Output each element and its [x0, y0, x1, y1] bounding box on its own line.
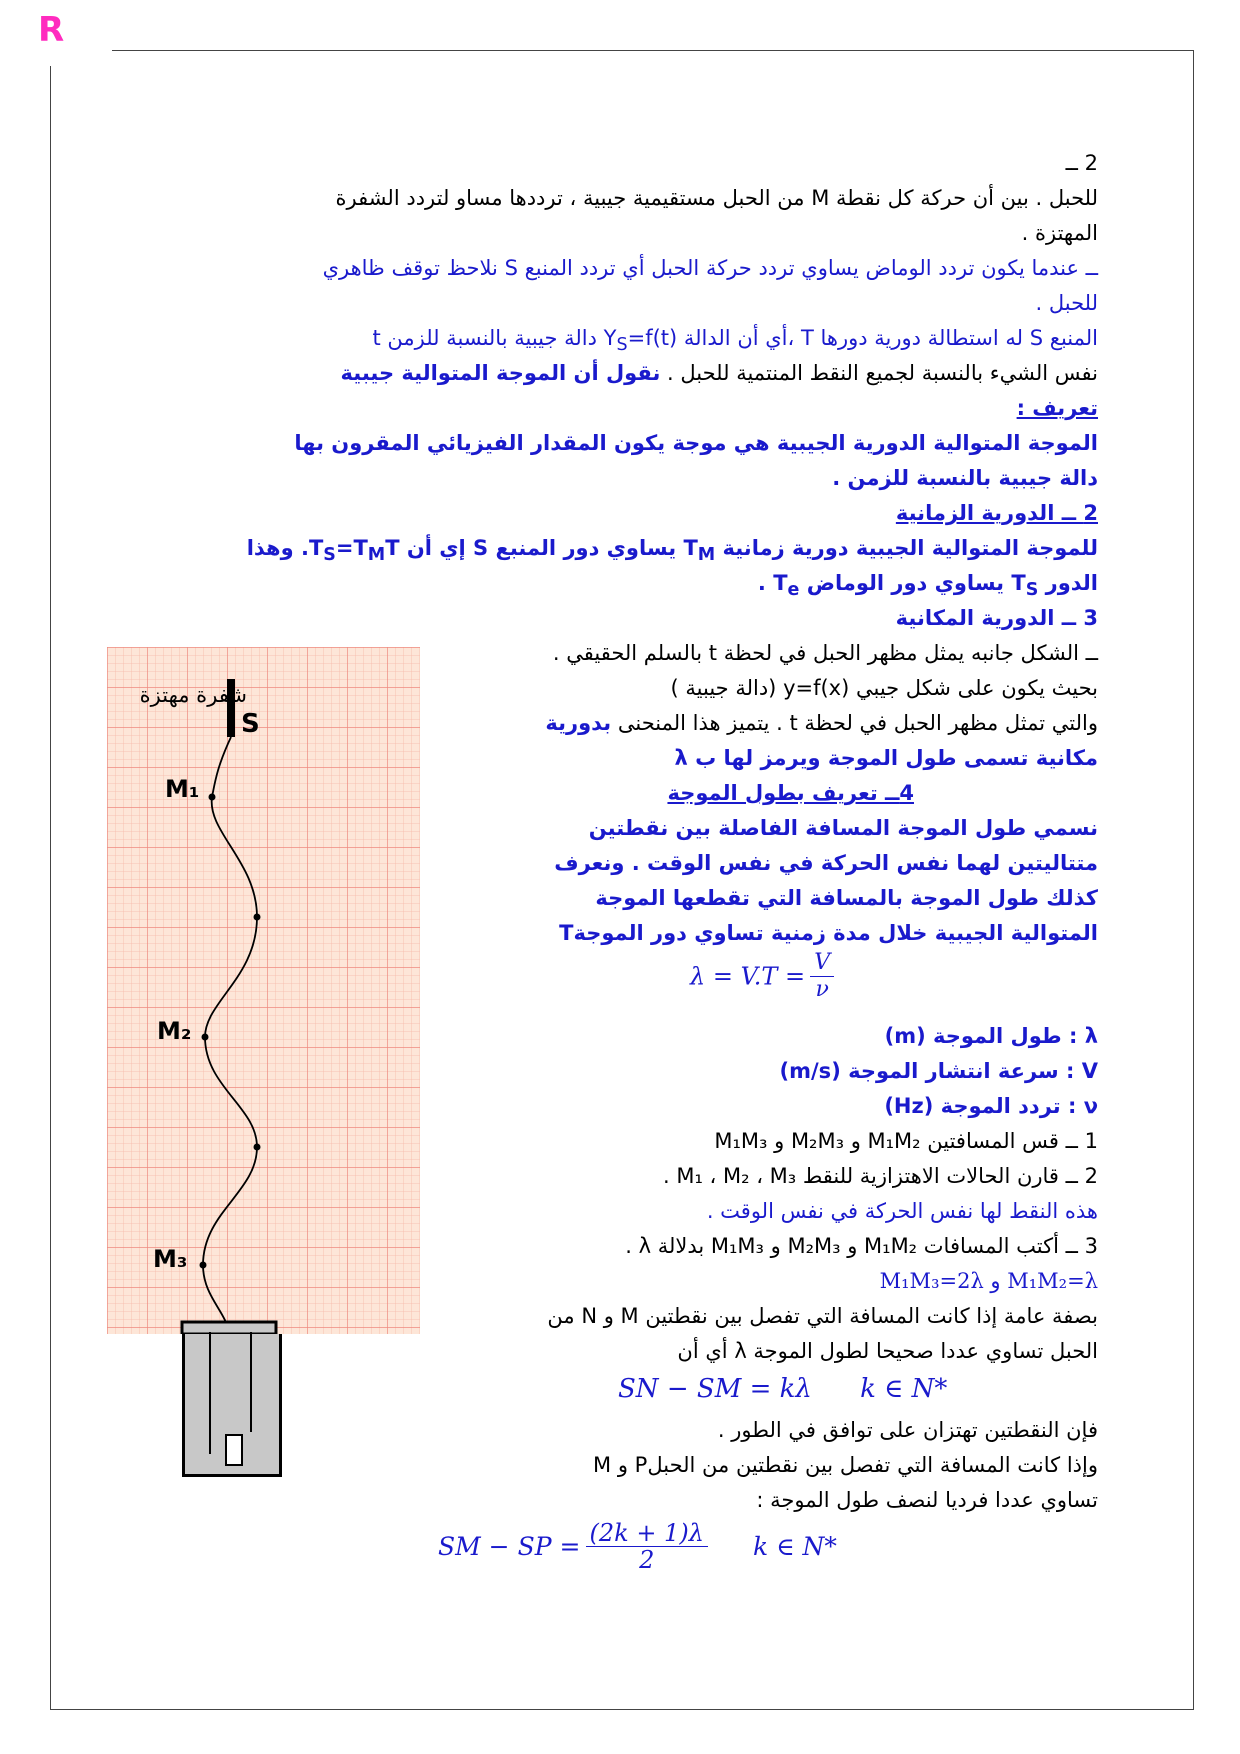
subscript: M [697, 545, 716, 566]
question-line: 2 ــ قارن الحالات الاهتزازية للنقط M₁ ، M₂ ، M₃ . [662, 1164, 1098, 1188]
answer-line: M₁M₂=λ و M₁M₃=2λ [879, 1269, 1098, 1293]
point-m3 [200, 1262, 207, 1269]
formula-fraction [810, 950, 834, 1003]
weight-block [225, 1434, 243, 1466]
section-heading: 3 ــ الدورية المكانية [895, 606, 1098, 630]
text-segment: يساوي دور الوماض T [773, 571, 1012, 595]
question-line: 1 ــ قس المسافتين M₁M₂ و M₂M₃ و M₁M₃ [714, 1129, 1098, 1153]
bottom-border [50, 1709, 1194, 1710]
text-segment: . [757, 571, 774, 595]
text-segment: للموجة المتوالية الجيبية دورية زمانية T [683, 536, 1098, 560]
subscript: S [323, 545, 336, 566]
blade-label: شفرة مهتزة [139, 683, 247, 707]
legend-line: V : سرعة انتشار الموجة (m/s) [779, 1059, 1098, 1083]
section-number-2: 2 ــ [1065, 151, 1098, 175]
formula-fraction [586, 1520, 708, 1573]
text-line: بحيث يكون على شكل جيبي y=f(x) (دالة جيبية ) [670, 676, 1098, 700]
formula-left: SM − SP = [438, 1532, 581, 1561]
formula-left: SN − SM = kλ [618, 1374, 812, 1404]
right-border [1193, 50, 1194, 1710]
definition-text: الموجة المتوالية الدورية الجيبية هي موجة يكون المقدار الفيزيائي المقرون بها [294, 431, 1098, 455]
fraction-numerator: V [810, 950, 834, 977]
point-crest [254, 914, 261, 921]
source-label: S [241, 709, 260, 739]
definition-text: المتوالية الجيبية خلال مدة زمنية تساوي دور الموجةT [559, 921, 1098, 945]
point-m1 [209, 794, 216, 801]
text-segment: نفس الشيء بالنسبة لجميع النقط المنتمية للحبل . [660, 361, 1098, 385]
logo-letter: R [38, 10, 65, 50]
text-segment: T. وهذا [246, 536, 400, 560]
text-line [372, 323, 1098, 360]
m1-label: M₁ [165, 775, 200, 803]
text-segment: Y [603, 326, 617, 350]
section-heading: 4ــ تعريف بطول الموجة [667, 781, 914, 805]
text-segment: المنبع S له استطالة دورية دورها T ،أي أن الدالة [677, 326, 1098, 350]
fraction-numerator: (2k + 1)λ [586, 1520, 708, 1547]
highlight-text: بدورية [545, 711, 612, 735]
fraction-denominator: ν [815, 977, 829, 1002]
rope-wave-drawing [107, 647, 420, 1334]
highlight-text: نقول أن الموجة المتوالية جيبية [340, 361, 661, 385]
top-border [112, 50, 1194, 51]
point-m2 [202, 1034, 209, 1041]
text-segment: الدور T [1011, 571, 1098, 595]
legend-line: ν : تردد الموجة (Hz) [884, 1094, 1098, 1118]
text-line: ــ عندما يكون تردد الوماض يساوي تردد حركة الحبل أي تردد المنبع S نلاحظ توقف ظاهري [322, 256, 1098, 280]
text-segment: =T [335, 536, 368, 560]
question-line: 3 ــ أكتب المسافات M₁M₂ و M₂M₃ و M₁M₃ بدلالة λ . [625, 1234, 1098, 1258]
fraction-denominator: 2 [639, 1546, 655, 1574]
definition-text: دالة جيبية بالنسبة للزمن . [832, 466, 1098, 490]
text-line [341, 358, 1098, 388]
text-line: فإن النقطتين تهتزان على توافق في الطور . [717, 1418, 1098, 1442]
text-segment: يساوي دور المنبع S إي أن T [308, 536, 684, 560]
text-segment: والتي تمثل مظهر الحبل في لحظة t . يتميز هذا المنحنى [611, 711, 1098, 735]
text-line: بصفة عامة إذا كانت المسافة التي تفصل بين نقطتين M و N من [547, 1304, 1098, 1328]
legend-line: λ : طول الموجة (m) [884, 1024, 1098, 1048]
text-line: للحبل . [1035, 291, 1098, 315]
water-tank-body [182, 1334, 282, 1477]
section-heading: 2 ــ الدورية الزمانية [895, 501, 1098, 525]
answer-line: هذه النقط لها نفس الحركة في نفس الوقت . [706, 1199, 1098, 1223]
subscript: M [367, 545, 386, 566]
definition-text: كذلك طول الموجة بالمسافة التي تقطعها الموجة [595, 886, 1098, 910]
m3-label: M₃ [153, 1245, 188, 1273]
formula-opposite-phase [438, 1520, 837, 1586]
definition-heading: تعريف : [1016, 396, 1098, 420]
text-line [545, 708, 1098, 738]
text-line: المهتزة . [1021, 221, 1098, 245]
text-line: وإذا كانت المسافة التي تفصل بين نقطتين من الحبلP و M [593, 1453, 1098, 1477]
subscript: S [1025, 580, 1039, 601]
subscript: S [616, 335, 628, 356]
text-line: للحبل . بين أن حركة كل نقطة M من الحبل مستقيمية جيبية ، ترددها مساو لتردد الشفرة [335, 186, 1098, 210]
text-line: ــ الشكل جانبه يمثل مظهر الحبل في لحظة t بالسلم الحقيقي . [552, 641, 1098, 665]
text-line: تساوي عددا فرديا لنصف طول الموجة : [756, 1488, 1098, 1512]
definition-text: نسمي طول الموجة المسافة الفاصلة بين نقطتين [588, 816, 1098, 840]
formula-right: k ∈ N* [753, 1532, 837, 1561]
text-line [758, 568, 1098, 605]
point-crest [254, 1144, 261, 1151]
text-segment: =f(t) دالة جيبية بالنسبة للزمن t [372, 326, 678, 350]
definition-text: متتاليتين لهما نفس الحركة في نفس الوقت . ونعرف [554, 851, 1098, 875]
subscript: e [787, 580, 800, 601]
left-border [50, 66, 51, 1710]
tank-rod [209, 1332, 211, 1454]
tank-rod [250, 1332, 252, 1432]
text-line: الحبل تساوي عددا صحيحا لطول الموجة λ أي أن [677, 1339, 1098, 1363]
formula-in-phase [618, 1374, 947, 1404]
text-line [247, 533, 1098, 570]
formula-wavelength [690, 950, 834, 1010]
formula-right: k ∈ N* [860, 1374, 948, 1404]
m2-label: M₂ [157, 1017, 192, 1045]
water-tank [182, 1322, 276, 1334]
text-line: مكانية تسمى طول الموجة ويرمز لها ب λ [674, 746, 1098, 770]
rope-wave-figure [107, 647, 420, 1334]
formula-left: λ = V.T = [690, 962, 806, 991]
